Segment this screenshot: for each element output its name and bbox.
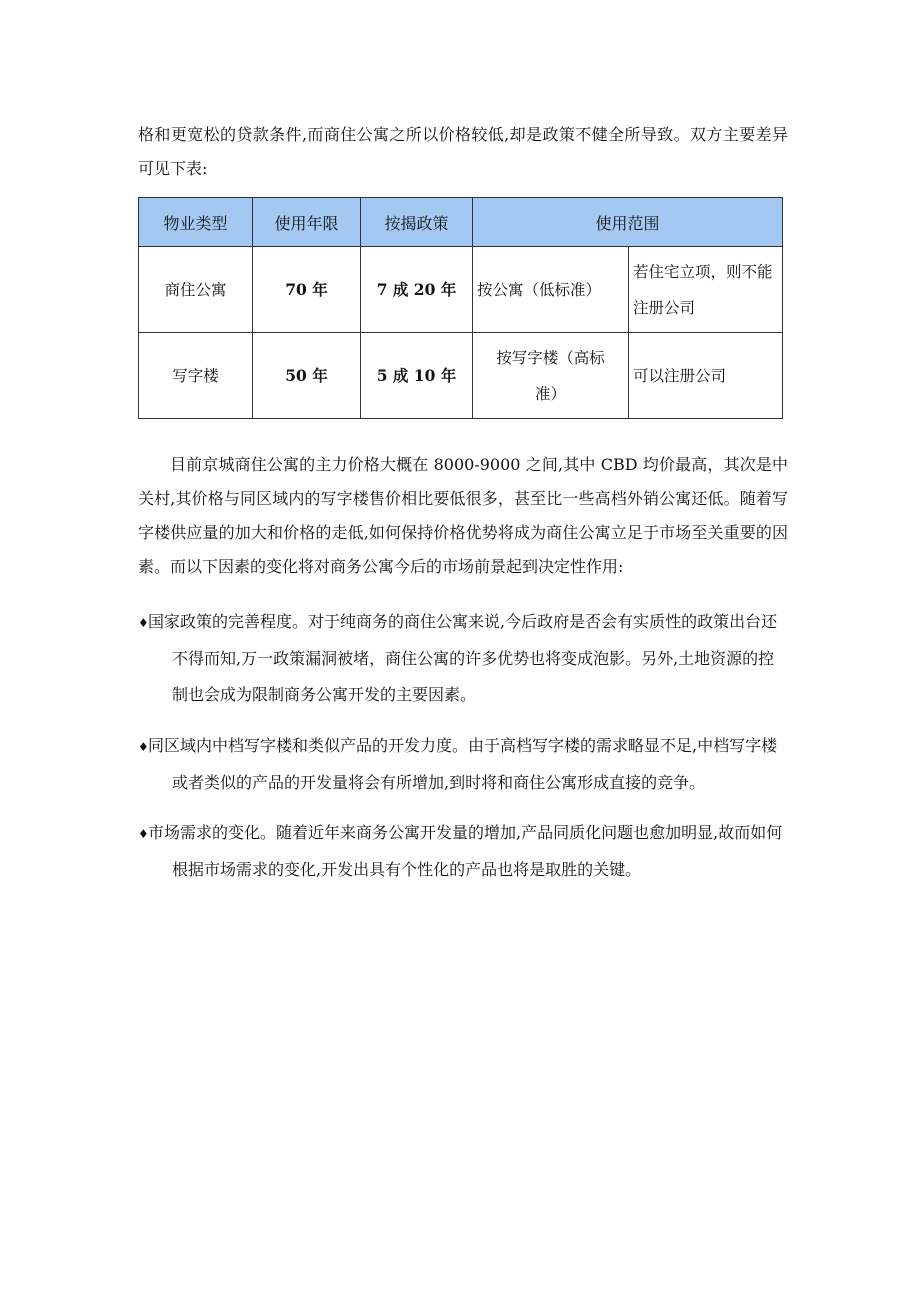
bullet-text: 对于纯商务的商住公寓来说,今后政府是否会有实质性的政策出台还不得而知,万一政策漏洞被堵，商住公寓的许多优势也将变成泡影。另外,土地资源的控制也会成为限制商务公寓开发的主要因素。 <box>172 612 778 704</box>
cell-years: 70 年 <box>253 247 361 333</box>
intro-paragraph: 格和更宽松的贷款条件,而商住公寓之所以价格较低,却是政策不健全所导致。双方主要差异可见下表: <box>138 125 788 178</box>
bullet-text: 由于高档写字楼的需求略显不足,中档写字楼或者类似的产品的开发量将会有所增加,到时将和商住公寓形成直接的竞争。 <box>172 736 778 792</box>
cell-scope-b: 可以注册公司 <box>629 333 783 419</box>
cell-mortgage: 7 成 20 年 <box>361 247 473 333</box>
table-row <box>139 333 783 419</box>
header-usage-years: 使用年限 <box>253 198 361 247</box>
header-mortgage-policy: 按揭政策 <box>361 198 473 247</box>
cell-scope-a: 按写字楼（高标准） <box>473 333 629 419</box>
comparison-table <box>138 197 783 419</box>
header-property-type: 物业类型 <box>139 198 253 247</box>
cell-type: 商住公寓 <box>139 247 253 333</box>
header-usage-scope: 使用范围 <box>473 198 783 247</box>
cell-scope-b: 若住宅立项，则不能注册公司 <box>629 247 783 333</box>
cell-type: 写字楼 <box>139 333 253 419</box>
diamond-bullet-icon: ♦ <box>138 616 149 630</box>
cell-mortgage: 5 成 10 年 <box>361 333 473 419</box>
cell-years: 50 年 <box>253 333 361 419</box>
body-paragraph: 目前京城商住公寓的主力价格大概在 8000-9000 之间,其中 CBD 均价最高，其次是中关村,其价格与同区域内的写字楼售价相比要低很多，甚至比一些高档外销公寓还低。随着写字楼供应量的加大和价格的走低,如何保持价格优势将成为商住公寓立足于市场至关重要的因素。而以下因素的变化将对商务公寓今后的市场前景起到决定性作用: <box>138 455 788 576</box>
bullet-title: 同区域内中档写字楼和类似产品的开发力度。 <box>148 736 469 755</box>
diamond-bullet-icon: ♦ <box>138 827 149 841</box>
table-header-row <box>139 198 783 247</box>
diamond-bullet-icon: ♦ <box>138 740 149 754</box>
cell-scope-a: 按公寓（低标准） <box>473 247 629 333</box>
bullet-item <box>138 728 788 801</box>
bullet-item <box>138 604 788 713</box>
table-row <box>139 247 783 333</box>
bullet-title: 国家政策的完善程度。 <box>148 612 309 631</box>
bullet-text: 随着近年来商务公寓开发量的增加,产品同质化问题也愈加明显,故而如何根据市场需求的变化,开发出具有个性化的产品也将是取胜的关键。 <box>172 823 783 879</box>
bullet-item <box>138 815 788 888</box>
bullet-title: 市场需求的变化。 <box>148 823 277 842</box>
